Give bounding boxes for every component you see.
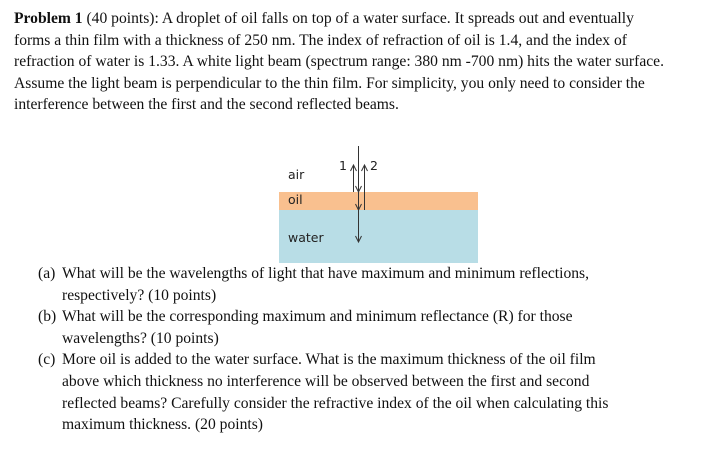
beam-2-label: 2 [370, 158, 378, 173]
question-b-line: What will be the corresponding maximum and minimum reflectance (R) for those [62, 308, 573, 326]
question-c-line: reflected beams? Carefully consider the refractive index of the oil when calculating this [62, 394, 609, 412]
question-a-label: (a) [38, 265, 56, 282]
question-c [38, 349, 698, 435]
question-a-line: What will be the wavelengths of light that have maximum and minimum reflections, [62, 265, 590, 282]
beam-1-label: 1 [339, 158, 347, 173]
problem-line-4: interference between the first and the second reflected beams. [14, 96, 399, 114]
question-c-line: More oil is added to the water surface. What is the maximum thickness of the oil film [62, 351, 596, 369]
question-c-label: (c) [38, 351, 56, 369]
question-c-line: above which thickness no interference will be observed between the first and second [62, 372, 590, 390]
water-label: water [288, 230, 324, 245]
oil-label: oil [288, 192, 303, 207]
question-c-line: maximum thickness. (20 points) [62, 416, 263, 434]
question-list [38, 263, 698, 436]
problem-points: (40 points): [86, 10, 159, 27]
question-b [38, 306, 698, 349]
question-b-line: wavelengths? (10 points) [62, 329, 219, 347]
problem-text: A droplet of oil falls on top of a water surface. It spreads out and eventually [161, 10, 634, 27]
question-b-label: (b) [38, 308, 57, 326]
question-a-line: respectively? (10 points) [62, 286, 217, 304]
problem-line-3: Assume the light beam is perpendicular to the thin film. For simplicity, you only need to consider the [14, 74, 645, 92]
problem-line-1: forms a thin film with a thickness of 250 nm. The index of refraction of oil is 1.4, and the index of [14, 31, 627, 49]
problem-title: Problem 1 [14, 10, 83, 27]
problem-line-2: refraction of water is 1.33. A white light beam (spectrum range: 380 nm -700 nm) hits the water surface. [14, 53, 664, 71]
air-label: air [288, 167, 305, 182]
question-a [38, 263, 698, 306]
